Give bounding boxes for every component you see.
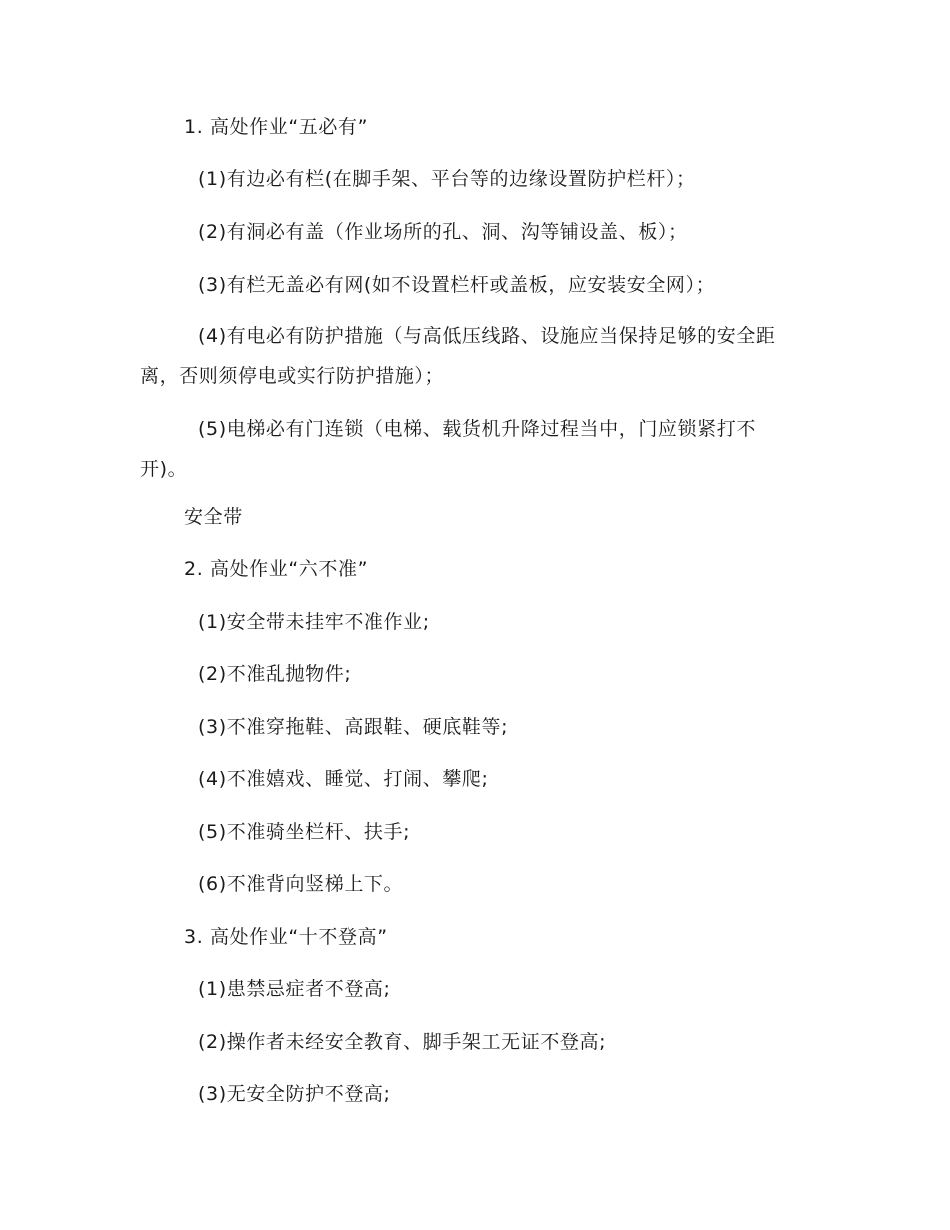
list-item: (2)有洞必有盖（作业场所的孔、洞、沟等铺设盖、板）； [198, 221, 688, 243]
list-item: (2)不准乱抛物件; [198, 663, 352, 685]
list-item: (1)有边必有栏(在脚手架、平台等的边缘设置防护栏杆）； [198, 168, 696, 190]
list-item: (5)不准骑坐栏杆、扶手; [198, 821, 411, 843]
list-item: (6)不准背向竖梯上下。 [198, 873, 404, 895]
list-item: (2)操作者未经安全教育、脚手架工无证不登高; [198, 1031, 607, 1053]
list-item: (4)有电必有防护措施（与高低压线路、设施应当保持足够的安全距离，否则须停电或实行防护措施）； [140, 325, 776, 387]
list-item: (4)不准嬉戏、睡觉、打闹、攀爬; [198, 768, 489, 790]
section-heading-ten-no-climbing: 3. 高处作业“十不登高” [184, 926, 388, 948]
list-item: (3)无安全防护不登高; [198, 1083, 391, 1105]
section-heading-six-prohibitions: 2. 高处作业“六不准” [184, 558, 369, 580]
subheading-safety-belt: 安全带 [184, 506, 243, 528]
list-item: (1)安全带未挂牢不准作业; [198, 611, 430, 633]
section-heading-five-musts: 1. 高处作业“五必有” [184, 116, 369, 138]
list-item: (5)电梯必有门连锁（电梯、载货机升降过程当中，门应锁紧打不开)。 [140, 418, 756, 480]
list-item: (3)不准穿拖鞋、高跟鞋、硬底鞋等; [198, 716, 509, 738]
list-item: (3)有栏无盖必有网(如不设置栏杆或盖板，应安装安全网）； [198, 274, 716, 296]
list-item: (1)患禁忌症者不登高; [198, 978, 391, 1000]
